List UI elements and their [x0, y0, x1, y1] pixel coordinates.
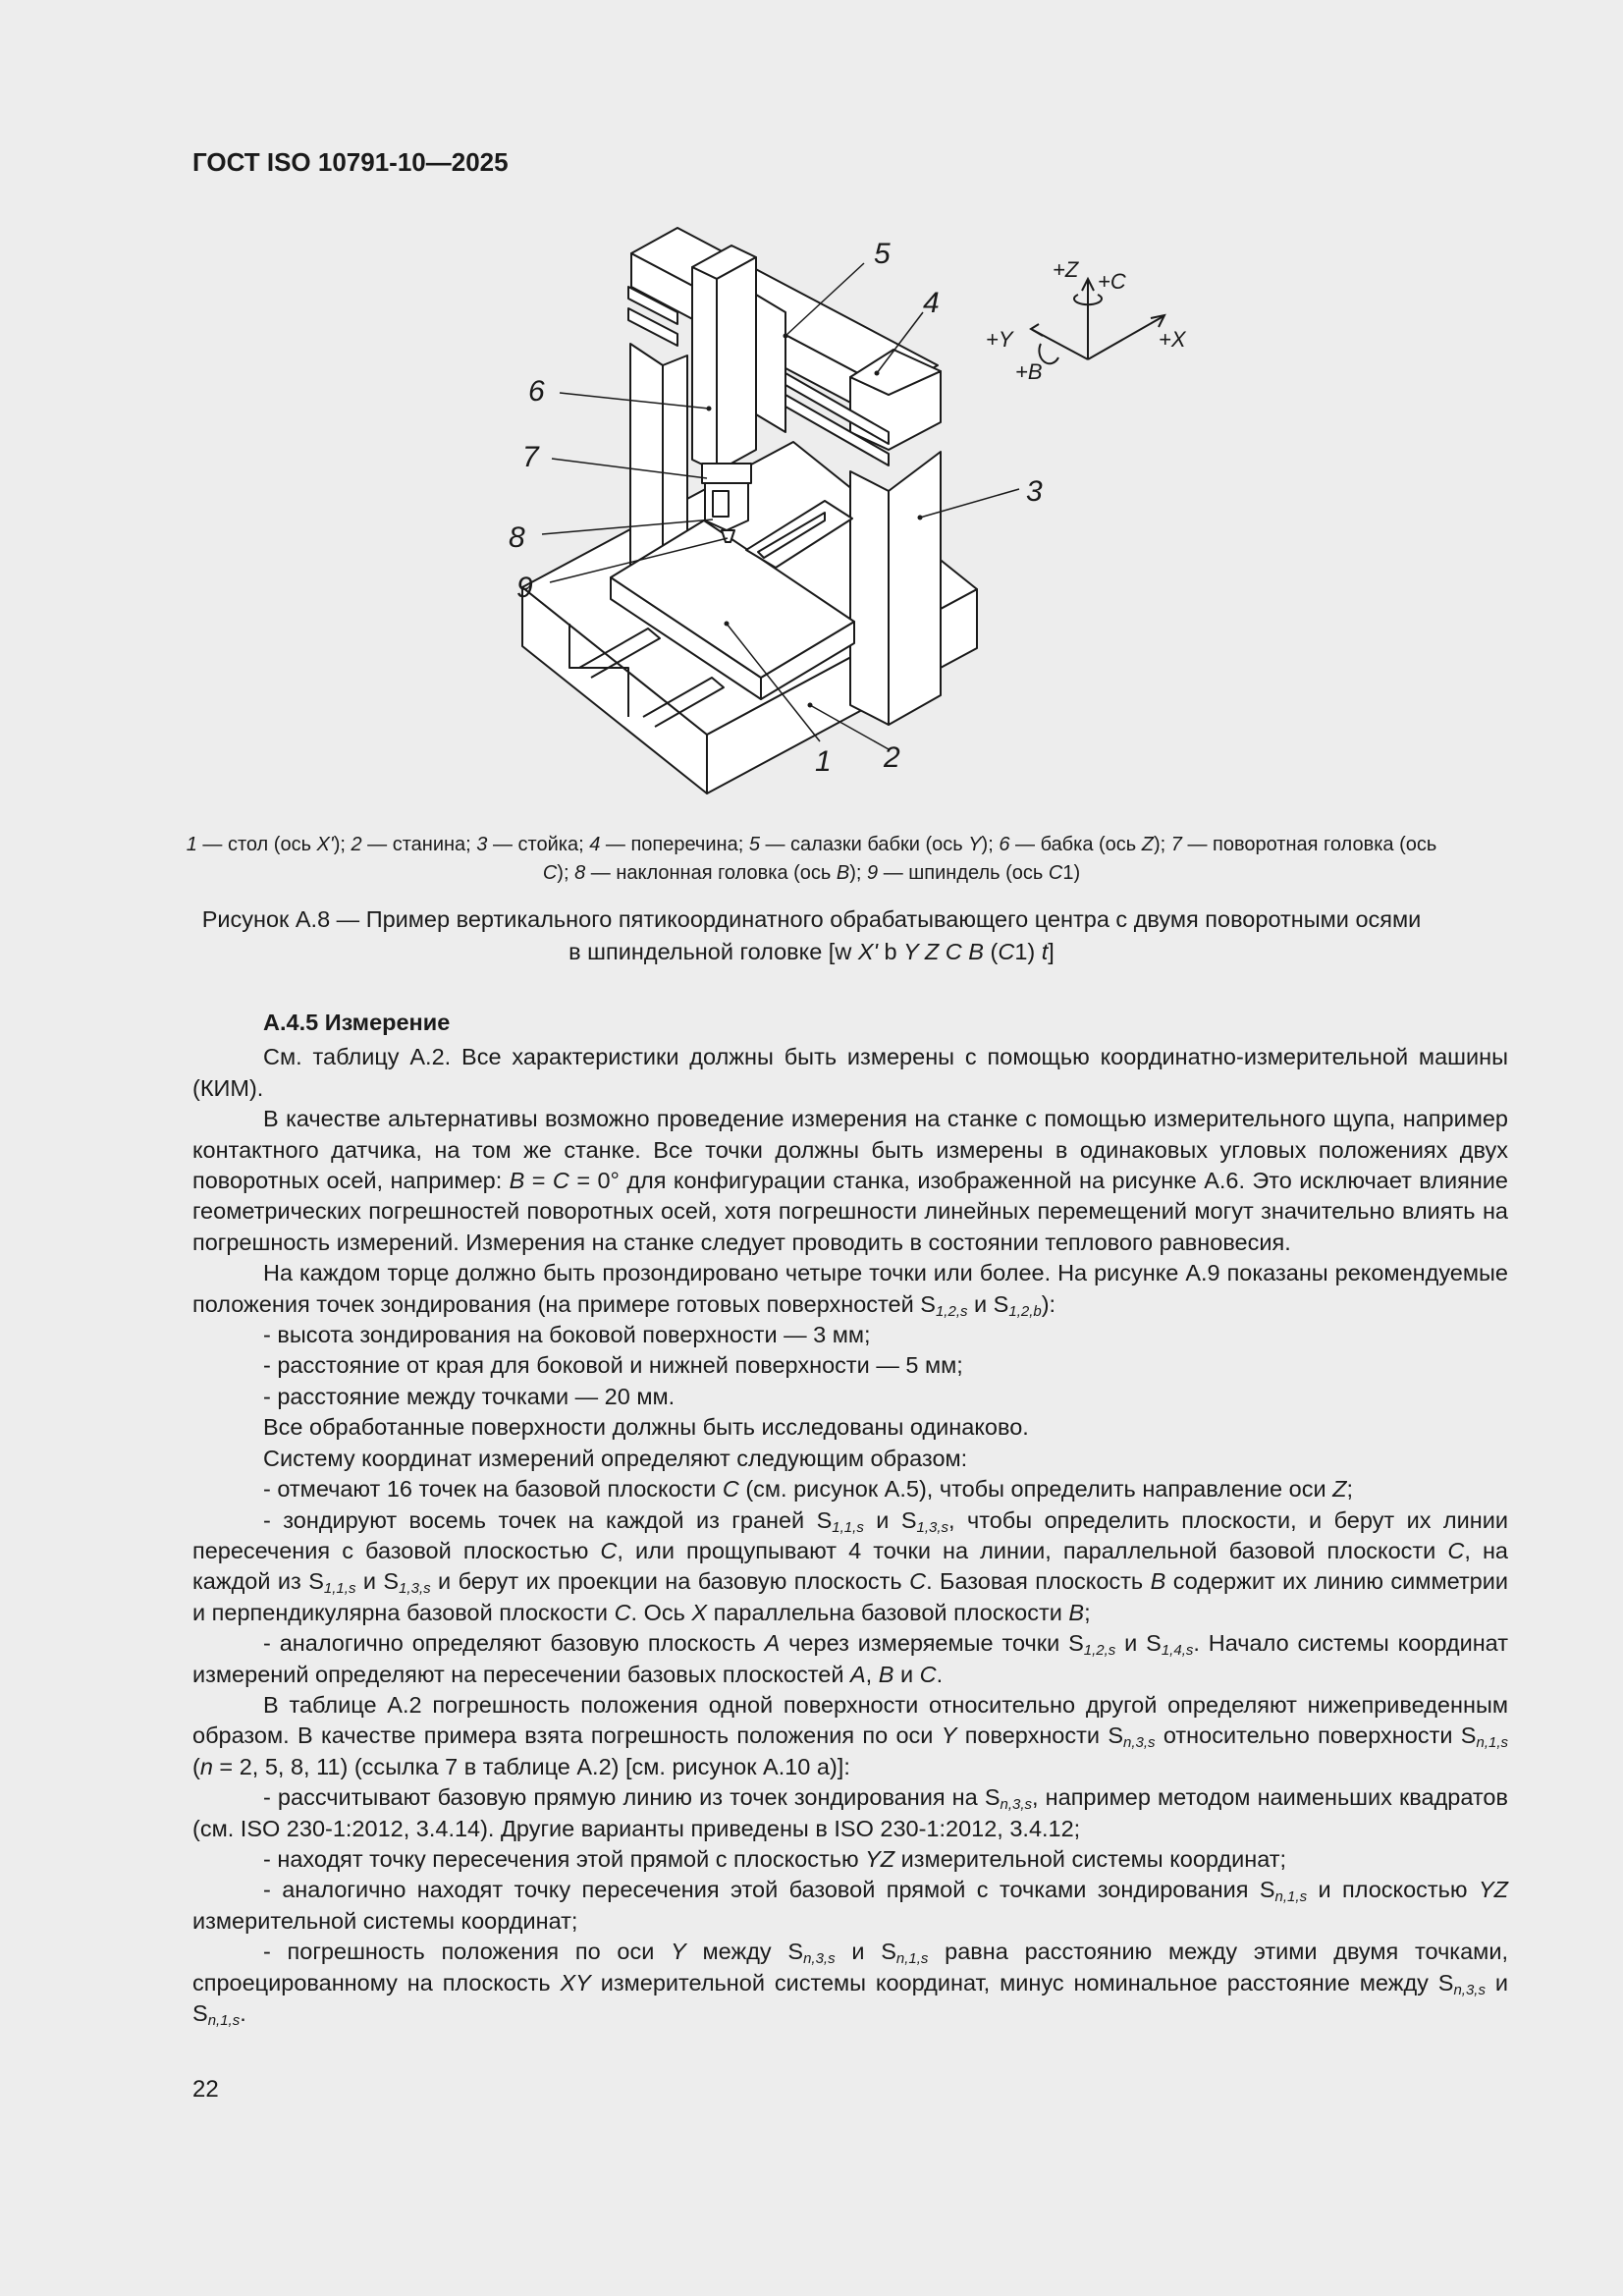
label-2: 2 — [884, 741, 900, 774]
axis-c-label: +C — [1098, 269, 1126, 294]
axis-b-label: +B — [1015, 359, 1043, 384]
headstock-drawing — [692, 246, 756, 471]
list-item: - расстояние между точками — 20 мм. — [263, 1383, 676, 1409]
list-item: - аналогично находят точку пересечения этой базовой прямой с точками зондирования $S_{n,1,s}$ и плоскостью YZ измерительной системы координат; — [192, 1877, 1508, 1934]
list-item: - погрешность положения по оси Y между $S_{n,3,s}$ и $S_{n,1,s}$ равна расстоянию между этими двумя точками, спроецированному на плоскость XY измерительной системы координат, минус номинальное расстояние между $S_{n,3,s}$ и $S_{n,1,s}$. — [192, 1939, 1508, 2029]
label-5: 5 — [874, 238, 891, 270]
label-3: 3 — [1026, 475, 1043, 508]
list-item: - расстояние от края для боковой и нижней поверхности — 5 мм; — [263, 1352, 963, 1379]
section-body — [192, 1008, 1508, 2029]
figure-legend: 1 — стол (ось X'); 2 — станина; 3 — стойка; 4 — поперечина; 5 — салазки бабки (ось Y); 6 — бабка (ось Z); 7 — поворотная головка (ось C); 8 — наклонная головка (ось B); 9 — шпиндель (ось C1) — [186, 834, 1437, 884]
axis-x-label: +X — [1159, 327, 1186, 352]
label-1: 1 — [815, 745, 832, 778]
paragraph: См. таблицу А.2. Все характеристики должны быть измерены с помощью координатно-измерительной машины (КИМ). — [192, 1044, 1508, 1101]
paragraph: В таблице А.2 погрешность положения одной поверхности относительно другой определяют нижеприведенным образом. В качестве примера взята погрешность положения по оси Y поверхности $S_{n,3,s}$ относительно поверхности $S_{n,1,s}$ (n = 2, 5, 8, 11) (ссылка 7 в таблице А.2) [см. рисунок А.10 а)]: — [192, 1691, 1509, 1779]
axis-z-label: +Z — [1053, 257, 1079, 282]
label-7: 7 — [522, 441, 539, 473]
axis-y-label: +Y — [986, 327, 1013, 352]
list-item: - высота зондирования на боковой поверхности — 3 мм; — [263, 1322, 871, 1348]
paragraph: На каждом торце должно быть прозондировано четыре точки или более. На рисунке А.9 показаны рекомендуемые положения точек зондирования (на примере готовых поверхностей $S_{1,2,s}$ и $S_{1,2,b}$): — [192, 1260, 1508, 1320]
figure-caption: Рисунок А.8 — Пример вертикального пятикоординатного обрабатывающего центра с двумя поворотными осями в шпиндельной головке [w X' b Y Z C B (C1) t] — [201, 906, 1422, 964]
document-header: ГОСТ ISO 10791-10—2025 — [192, 147, 509, 177]
paragraph: Систему координат измерений определяют следующим образом: — [263, 1445, 968, 1471]
page-number: 22 — [192, 2076, 219, 2103]
list-item: - отмечают 16 точек на базовой плоскости C (см. рисунок А.5), чтобы определить направление оси Z; — [263, 1476, 1354, 1503]
label-6: 6 — [528, 375, 545, 408]
list-item: - рассчитывают базовую прямую линию из точек зондирования на $S_{n,3,s}$, например методом наименьших квадратов (см. ISO 230-1:2012, 3.4.14). Другие варианты приведены в ISO 230-1:2012, 3.4.12; — [192, 1784, 1508, 1841]
label-9: 9 — [516, 572, 533, 604]
list-item: - зондируют восемь точек на каждой из граней $S_{1,1,s}$ и $S_{1,3,s}$, чтобы определить плоскости, и берут их линии пересечения с базовой плоскостью C, или прощупывают 4 точки на линии, параллельной базовой плоскости C, на каждой из $S_{1,1,s}$ и $S_{1,3,s}$ и берут их проекции на базовую плоскость C. Базовая плоскость B содержит их линию симметрии и перпендикулярна базовой плоскости C. Ось X параллельна базовой плоскости B; — [192, 1506, 1508, 1625]
list-item: - аналогично определяют базовую плоскость A через измеряемые точки $S_{1,2,s}$ и $S_{1,4,s}$. Начало системы координат измерений определяют на пересечении базовых плоскостей A, B и C. — [192, 1630, 1508, 1687]
machine-figure — [0, 0, 1623, 805]
label-4: 4 — [923, 287, 940, 319]
label-8: 8 — [509, 521, 525, 554]
list-item: - находят точку пересечения этой прямой с плоскостью YZ измерительной системы координат; — [263, 1845, 1287, 1872]
paragraph: Все обработанные поверхности должны быть исследованы одинаково. — [263, 1414, 1029, 1441]
paragraph: В качестве альтернативы возможно проведение измерения на станке с помощью измерительного щупа, например контактного датчика, на том же станке. Все точки должны быть измерены в одинаковых угловых положениях двух поворотных осей, например: B = C = 0° для конфигурации станка, изображенной на рисунке А.6. Это исключает влияние геометрических погрешностей поворотных осей, хотя погрешности линейных перемещений могут значительно влиять на погрешность измерений. Измерения на станке следует проводить в состоянии теплового равновесия. — [192, 1106, 1508, 1255]
section-title: А.4.5 Измерение — [263, 1010, 451, 1035]
